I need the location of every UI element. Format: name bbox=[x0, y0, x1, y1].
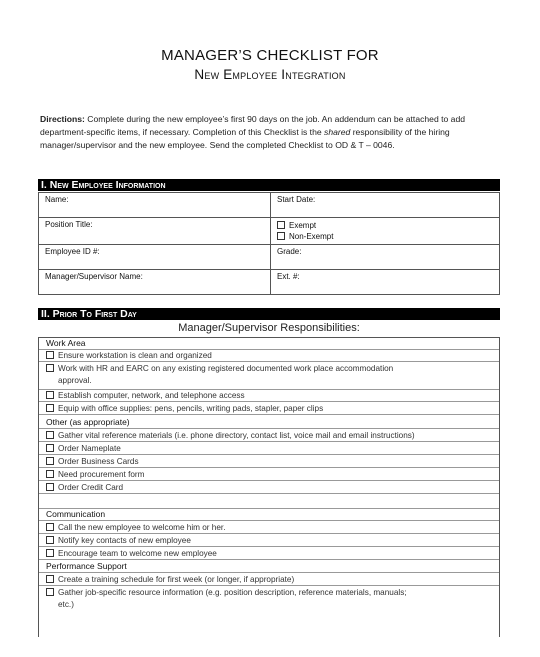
grade-label: Grade: bbox=[277, 247, 302, 256]
checklist-item bbox=[39, 456, 499, 468]
position-title-label: Position Title: bbox=[45, 220, 93, 229]
responsibilities-heading: Manager/Supervisor Responsibilities: bbox=[178, 322, 360, 334]
non-exempt-checkbox[interactable] bbox=[277, 232, 285, 240]
item-label: Establish computer, network, and telephone access bbox=[58, 391, 245, 400]
start-date-field[interactable] bbox=[271, 193, 500, 218]
directions-text-a: Complete during the new employee’s first 90 days on the job. An addendum can be attached to add department-specific items, if necessary. Completion of this Checklist is the bbox=[40, 114, 466, 137]
item-label: Order Nameplate bbox=[58, 444, 121, 453]
performance-label: Performance Support bbox=[46, 561, 127, 571]
item-label-continued: approval. bbox=[58, 376, 92, 385]
item-checkbox[interactable] bbox=[46, 404, 54, 412]
non-exempt-label: Non-Exempt bbox=[289, 232, 334, 241]
item-checkbox[interactable] bbox=[46, 483, 54, 491]
exempt-status-cell bbox=[271, 218, 500, 245]
group-heading-performance-support bbox=[39, 561, 499, 573]
directions-paragraph bbox=[40, 113, 500, 152]
item-checkbox[interactable] bbox=[46, 575, 54, 583]
spacer-row bbox=[39, 495, 499, 509]
checklist-item bbox=[39, 482, 499, 494]
item-checkbox[interactable] bbox=[46, 364, 54, 372]
checklist-item bbox=[39, 548, 499, 560]
item-label: Create a training schedule for first week (or longer, if appropriate) bbox=[58, 575, 295, 584]
item-checkbox[interactable] bbox=[46, 457, 54, 465]
item-label-continued: etc.) bbox=[58, 600, 74, 609]
manager-name-label: Manager/Supervisor Name: bbox=[45, 272, 143, 281]
item-label: Need procurement form bbox=[58, 470, 145, 479]
checklist-item bbox=[39, 522, 499, 534]
checklist-item bbox=[39, 350, 499, 362]
item-label: Gather job-specific resource information (e.g. position description, reference materials, manuals; bbox=[58, 588, 407, 597]
item-checkbox[interactable] bbox=[46, 431, 54, 439]
checklist-table bbox=[38, 337, 500, 637]
checklist-item bbox=[39, 443, 499, 455]
checklist-item bbox=[39, 469, 499, 481]
item-checkbox[interactable] bbox=[46, 444, 54, 452]
exempt-checkbox[interactable] bbox=[277, 221, 285, 229]
work-area-label: Work Area bbox=[46, 338, 86, 348]
directions-shared: shared bbox=[324, 127, 351, 137]
document-title: MANAGER’S CHECKLIST FOR bbox=[161, 47, 379, 64]
other-label: Other (as appropriate) bbox=[46, 417, 130, 427]
exempt-label: Exempt bbox=[289, 221, 317, 230]
item-label: Order Credit Card bbox=[58, 483, 124, 492]
name-field[interactable] bbox=[39, 193, 271, 218]
employee-id-label: Employee ID #: bbox=[45, 247, 100, 256]
group-heading-work-area bbox=[39, 338, 499, 350]
group-heading-other bbox=[39, 417, 499, 429]
group-heading-communication bbox=[39, 509, 499, 521]
section-header-prior-to-first-day: II. Prior To First Day bbox=[38, 308, 500, 320]
item-checkbox[interactable] bbox=[46, 536, 54, 544]
item-label: Encourage team to welcome new employee bbox=[58, 549, 217, 558]
checklist-item bbox=[39, 535, 499, 547]
employee-info-table bbox=[38, 192, 500, 295]
item-label: Equip with office supplies: pens, pencils, writing pads, stapler, paper clips bbox=[58, 404, 324, 413]
item-checkbox[interactable] bbox=[46, 549, 54, 557]
communication-label: Communication bbox=[46, 509, 106, 519]
directions-label: Directions: bbox=[40, 114, 85, 124]
item-checkbox[interactable] bbox=[46, 523, 54, 531]
position-title-field[interactable] bbox=[39, 218, 271, 245]
checklist-item bbox=[39, 403, 499, 415]
item-label: Notify key contacts of new employee bbox=[58, 536, 191, 545]
item-label: Work with HR and EARC on any existing registered documented work place accommodation bbox=[58, 364, 394, 373]
section-header-new-employee-information: I. New Employee Information bbox=[38, 179, 500, 191]
employee-id-field[interactable] bbox=[39, 245, 271, 270]
item-checkbox[interactable] bbox=[46, 588, 54, 596]
extension-label: Ext. #: bbox=[277, 272, 300, 281]
start-date-label: Start Date: bbox=[277, 195, 316, 204]
item-checkbox[interactable] bbox=[46, 351, 54, 359]
name-label: Name: bbox=[45, 195, 69, 204]
checklist-item bbox=[39, 430, 499, 442]
item-label: Call the new employee to welcome him or her. bbox=[58, 523, 226, 532]
checklist-item bbox=[39, 587, 499, 613]
checklist-item bbox=[39, 363, 499, 390]
checklist-item bbox=[39, 574, 499, 586]
item-checkbox[interactable] bbox=[46, 391, 54, 399]
extension-field[interactable] bbox=[271, 270, 500, 295]
item-label: Gather vital reference materials (i.e. phone directory, contact list, voice mail and email instructions) bbox=[58, 431, 415, 440]
item-label: Order Business Cards bbox=[58, 457, 139, 466]
grade-field[interactable] bbox=[271, 245, 500, 270]
directions-text-b: responsibility of the hiring manager/supervisor and the new employee. Send the completed Checklist to OD & T – 0046. bbox=[40, 127, 450, 150]
item-checkbox[interactable] bbox=[46, 470, 54, 478]
item-label: Ensure workstation is clean and organized bbox=[58, 351, 212, 360]
manager-name-field[interactable] bbox=[39, 270, 271, 295]
checklist-item bbox=[39, 390, 499, 402]
document-subtitle: New Employee Integration bbox=[194, 67, 346, 82]
